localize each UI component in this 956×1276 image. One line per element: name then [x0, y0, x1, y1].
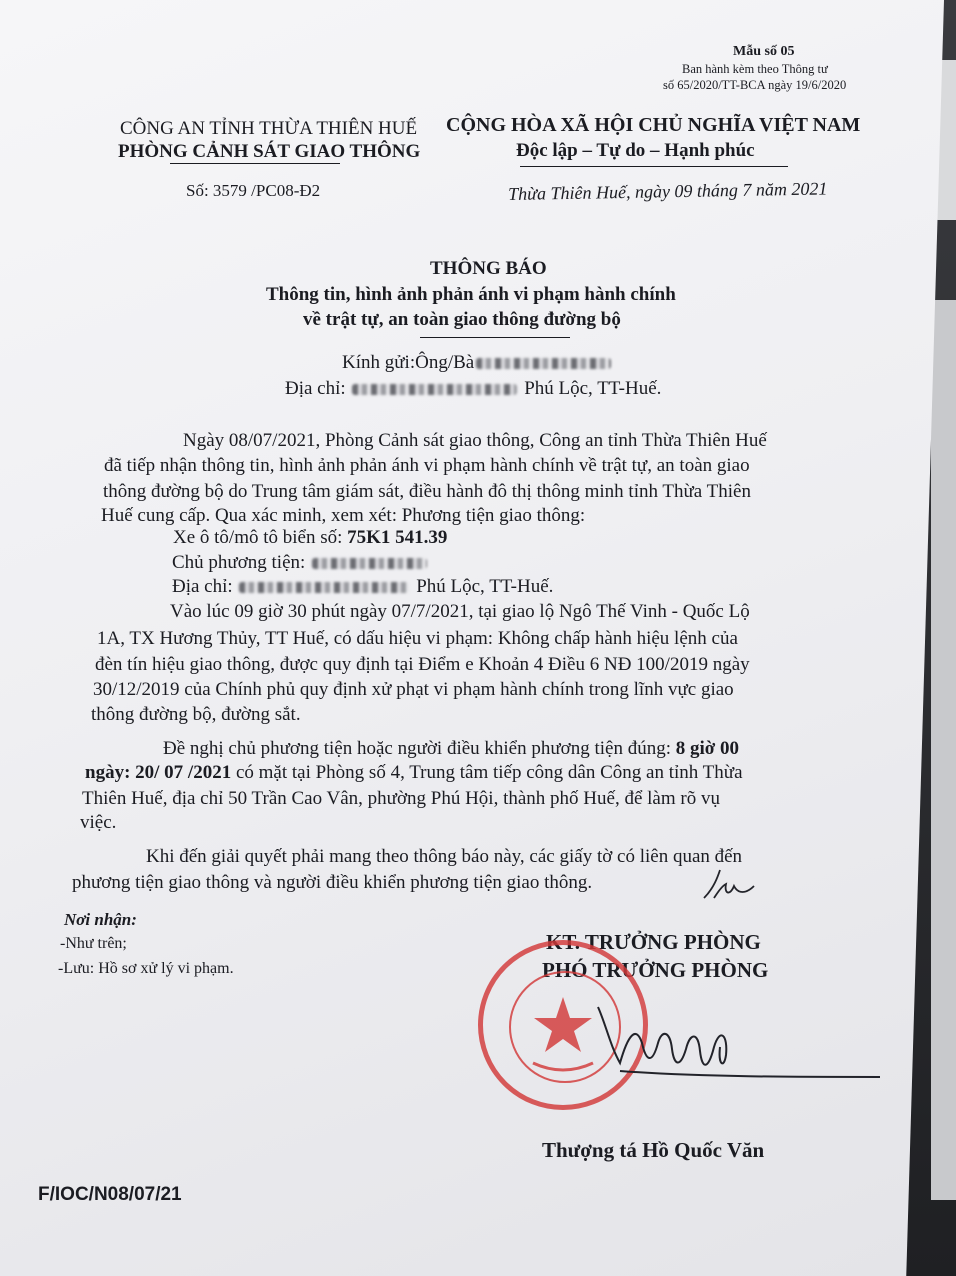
- signer-title-2: PHÓ TRƯỞNG PHÒNG: [542, 958, 769, 982]
- vehicle-line: [173, 527, 447, 549]
- body-line: đèn tín hiệu giao thông, được quy định tại Điểm e Khoản 4 Điều 6 NĐ 100/2019 ngày: [95, 654, 750, 675]
- signer-title-1: KT. TRƯỞNG PHÒNG: [546, 930, 761, 954]
- body-line: Huế cung cấp. Qua xác minh, xem xét: Phương tiện giao thông:: [101, 505, 586, 526]
- appointment-text: Đề nghị chủ phương tiện hoặc người điều khiển phương tiện đúng:: [163, 738, 676, 759]
- appointment-place: có mặt tại Phòng số 4, Trung tâm tiếp công dân Công an tỉnh Thừa: [231, 762, 743, 783]
- address-label: Địa chỉ:: [285, 378, 346, 399]
- recipient-address-line: [285, 378, 661, 400]
- owner-label: Chủ phương tiện:: [172, 552, 306, 573]
- owner-address-line: [172, 576, 553, 598]
- appointment-date: ngày: 20/ 07 /2021: [85, 762, 232, 783]
- body-line: việc.: [80, 812, 117, 833]
- document-subtitle-1: Thông tin, hình ảnh phản ánh vi phạm hành chính: [266, 284, 676, 305]
- redacted-owner-address: [239, 582, 409, 593]
- title-underline: [420, 337, 570, 338]
- agency-parent: CÔNG AN TỈNH THỪA THIÊN HUẾ: [120, 118, 418, 139]
- appointment-date-line: [85, 762, 743, 784]
- appointment-time: 8 giờ 00: [675, 738, 740, 759]
- motto-underline: [520, 166, 788, 167]
- owner-address-tail: Phú Lộc, TT-Huế.: [416, 576, 554, 597]
- agency-name: PHÒNG CẢNH SÁT GIAO THÔNG: [118, 141, 421, 162]
- body-line: Khi đến giải quyết phải mang theo thông báo này, các giấy tờ có liên quan đến: [146, 846, 743, 867]
- body-line: 1A, TX Hương Thủy, TT Huế, có dấu hiệu vi phạm: Không chấp hành hiệu lệnh của: [97, 628, 738, 649]
- agency-underline: [170, 163, 340, 164]
- vehicle-label: Xe ô tô/mô tô biển số:: [173, 527, 348, 548]
- document-subtitle-2: về trật tự, an toàn giao thông đường bộ: [303, 309, 621, 330]
- issued-with-line-1: Ban hành kèm theo Thông tư: [682, 62, 828, 76]
- body-line: đã tiếp nhận thông tin, hình ảnh phản ánh vi phạm hành chính về trật tự, an toàn giao: [104, 455, 750, 476]
- recipient-item: -Như trên;: [60, 935, 127, 952]
- body-line: thông đường bộ, đường sắt.: [91, 704, 301, 725]
- background-paper-edge: [931, 300, 956, 1200]
- country-name: CỘNG HÒA XÃ HỘI CHỦ NGHĨA VIỆT NAM: [446, 114, 861, 136]
- place-and-date: Thừa Thiên Huế, ngày 09 tháng 7 năm 2021: [508, 178, 828, 204]
- handwritten-initial-icon: [700, 868, 760, 918]
- body-line: thông đường bộ do Trung tâm giám sát, điều hành đô thị thông minh tỉnh Thừa Thiên: [103, 481, 751, 502]
- recipients-heading: Nơi nhận:: [64, 910, 137, 929]
- redacted-address: [352, 384, 517, 395]
- body-line: Vào lúc 09 giờ 30 phút ngày 07/7/2021, tại giao lộ Ngô Thế Vinh - Quốc Lộ: [170, 601, 750, 622]
- body-line: phương tiện giao thông và người điều khiển phương tiện giao thông.: [72, 872, 593, 893]
- national-motto: Độc lập – Tự do – Hạnh phúc: [516, 140, 755, 161]
- document-number: Số: 3579 /PC08-Đ2: [186, 181, 321, 200]
- license-plate: 75K1 541.39: [347, 527, 448, 548]
- owner-address-label: Địa chỉ:: [172, 576, 233, 597]
- body-line: Ngày 08/07/2021, Phòng Cảnh sát giao thông, Công an tỉnh Thừa Thiên Huế: [183, 430, 767, 451]
- signer-name: Thượng tá Hồ Quốc Văn: [542, 1138, 765, 1162]
- form-number: Mẫu số 05: [733, 44, 795, 59]
- signature-icon: [580, 985, 880, 1105]
- body-line: 30/12/2019 của Chính phủ quy định xử phạt vi phạm hành chính trong lĩnh vực giao: [93, 679, 734, 700]
- recipient-item: -Lưu: Hồ sơ xử lý vi phạm.: [58, 960, 234, 977]
- appointment-line: [163, 738, 739, 760]
- body-line: Thiên Huế, địa chỉ 50 Trần Cao Vân, phường Phú Hội, thành phố Huế, để làm rõ vụ: [82, 788, 720, 809]
- recipient-line: [342, 352, 613, 374]
- document-code: F/IOC/N08/07/21: [38, 1184, 182, 1205]
- issued-with-line-2: số 65/2020/TT-BCA ngày 19/6/2020: [663, 78, 847, 92]
- owner-line: [172, 552, 429, 574]
- redacted-name: [476, 358, 611, 369]
- redacted-owner: [312, 558, 427, 569]
- address-tail: Phú Lộc, TT-Huế.: [524, 378, 662, 399]
- document-title: THÔNG BÁO: [430, 258, 547, 279]
- recipient-label: Kính gửi:Ông/Bà: [342, 352, 475, 373]
